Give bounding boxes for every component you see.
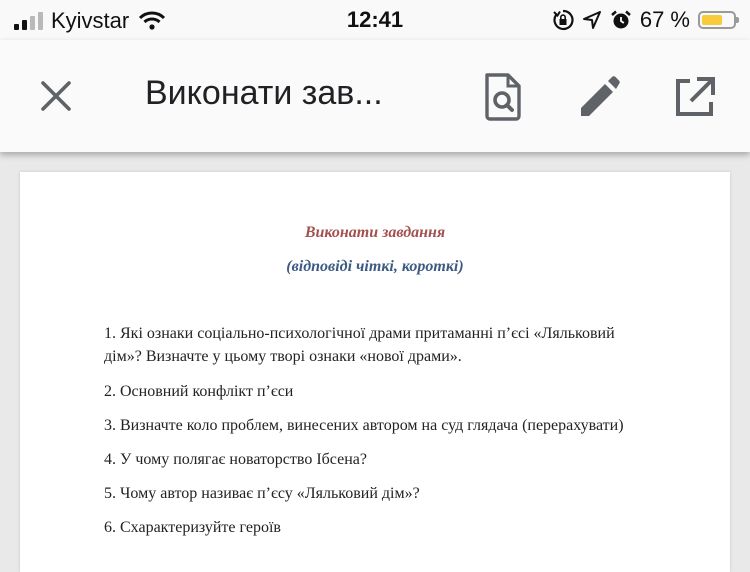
question-item — [104, 516, 281, 539]
status-time: 12:41 — [346, 7, 404, 32]
question-item — [104, 322, 615, 368]
app-toolbar — [0, 40, 750, 152]
close-icon[interactable] — [38, 78, 74, 114]
question-line: 6. Схарактеризуйте героїв — [104, 519, 281, 536]
pencil-icon[interactable] — [575, 72, 621, 122]
question-line: дім»? Визначте у цьому творі ознаки «нової драми». — [104, 348, 462, 365]
question-item — [104, 482, 420, 505]
battery-icon — [698, 11, 736, 29]
question-item — [104, 414, 624, 437]
status-bar — [0, 0, 750, 40]
document-heading: Виконати завдання — [304, 224, 446, 241]
document-page — [20, 172, 730, 572]
orientation-lock-icon — [552, 9, 574, 31]
question-line: 4. У чому полягає новаторство Ібсена? — [104, 451, 367, 468]
document-subheading: (відповіді чіткі, короткі) — [286, 258, 464, 275]
question-item — [104, 448, 367, 471]
battery-level — [702, 15, 722, 25]
open-external-icon[interactable] — [670, 72, 716, 122]
question-line: 1. Які ознаки соціально-психологічної драми притаманні п’єсі «Ляльковий — [104, 325, 615, 342]
question-line: 5. Чому автор називає п’єсу «Ляльковий дім»? — [104, 485, 420, 502]
location-icon — [582, 10, 602, 30]
status-right — [552, 7, 736, 33]
question-line: 2. Основний конфлікт п’єси — [104, 383, 294, 400]
carrier-name: Kyivstar — [51, 8, 130, 33]
question-item — [104, 380, 293, 403]
document-search-icon[interactable] — [480, 72, 526, 122]
battery-percent: 67 % — [639, 7, 690, 32]
alarm-icon — [610, 9, 632, 31]
question-line: 3. Визначте коло проблем, винесених автором на суд глядача (перерахувати) — [104, 417, 624, 434]
document-title: Виконати зав... — [145, 74, 383, 112]
